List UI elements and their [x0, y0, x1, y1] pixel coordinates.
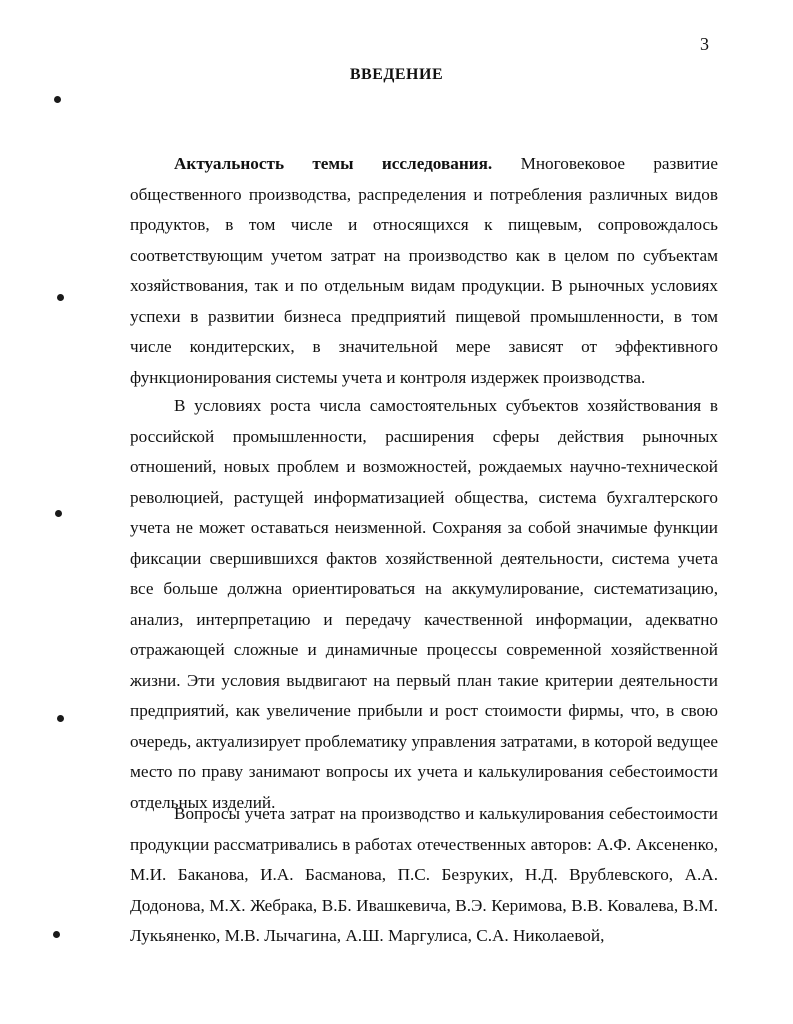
paragraph-authors: Вопросы учета затрат на производство и калькулирования себестоимости продукции рассматривались в работах отечественных авторов: А.Ф. Аксененко, М.И. Баканова, И.А. Басманова, П.С. Безруких, Н.Д. Врублевского, А.А. Додонова, М.Х. Жебрака, В.Б. Ивашкевича, В.Э. Керимова, В.В. Ковалева, В.М. Лукьяненко, М.В. Лычагина, А.Ш. Маргулиса, С.А. Николаевой, [130, 804, 718, 945]
section-heading: ВВЕДЕНИЕ [349, 66, 444, 83]
margin-dot-5 [53, 931, 60, 938]
margin-dot-1 [54, 96, 61, 103]
margin-dot-3 [55, 510, 62, 517]
paragraph-lead: Актуальность темы исследования. [174, 154, 493, 173]
paragraph-relevance [130, 149, 718, 393]
paragraph-text: Многовековое развитие общественного производства, распределения и потребления различных видов продуктов, в том числе и относящихся к пищевым, сопровождалось соответствующим учетом затрат на производство как в целом по субъектам хозяйствования, так и по отдельным видам продукции. В рыночных условиях успехи в развитии бизнеса предприятий пищевой промышленности, в том числе кондитерских, в значительной мере зависят от эффективного функционирования системы учета и контроля издержек производства. [130, 154, 718, 387]
margin-dot-2 [57, 294, 64, 301]
page-number: 3 [700, 34, 709, 54]
paragraph-conditions: В условиях роста числа самостоятельных субъектов хозяйствования в российской промышленности, расширения сферы действия рыночных отношений, новых проблем и возможностей, рождаемых научно-технической революцией, растущей информатизацией общества, система бухгалтерского учета не может оставаться неизменной. Сохраняя за собой значимые функции фиксации свершившихся фактов хозяйственной деятельности, система учета все больше должна ориентироваться на аккумулирование, систематизацию, анализ, интерпретацию и передачу качественной информации, адекватно отражающей сложные и динамичные процессы современной хозяйственной жизни. Эти условия выдвигают на первый план такие критерии деятельности предприятий, как увеличение прибыли и рост стоимости фирмы, что, в свою очередь, актуализирует проблематику управления затратами, в которой ведущее место по праву занимают вопросы их учета и калькулирования себестоимости отдельных изделий. [130, 396, 718, 812]
margin-dot-4 [57, 715, 64, 722]
